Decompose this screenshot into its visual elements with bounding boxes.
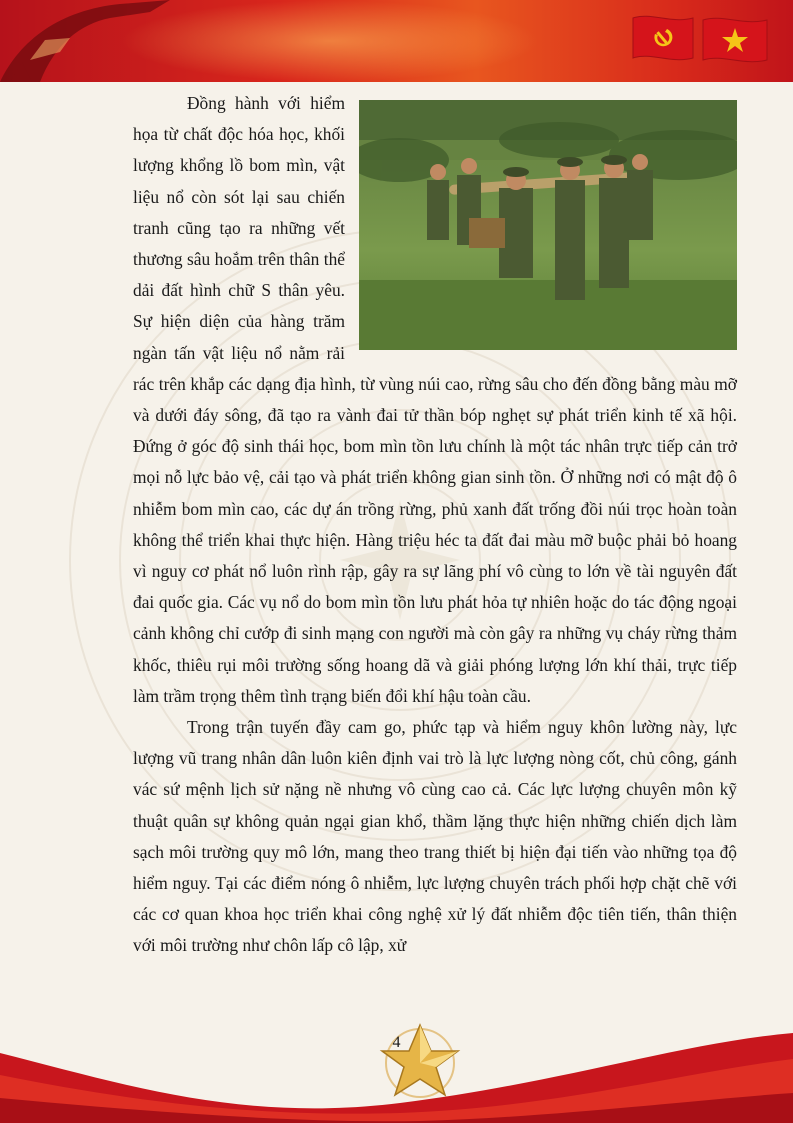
page-number: 4	[392, 1034, 401, 1051]
lac-bird-icon	[0, 0, 180, 82]
header-sheen	[120, 0, 540, 82]
paragraph-1: Đồng hành với hiểm họa từ chất độc hóa học, khối lượng khổng lồ bom mìn, vật liệu nổ còn sót lại sau chiến tranh cũng tạo ra những vết thương sâu hoắm trên thân thể dải đất hình chữ S thân yêu. Sự hiện diện của hàng trăm ngàn tấn vật liệu nổ nằm rải rác trên khắp các dạng địa hình, từ vùng núi cao, rừng sâu cho đến đồng bằng màu mỡ và dưới đáy sông, đã tạo ra vành đai tử thần bóp nghẹt sự phát triển kinh tế xã hội. Đứng ở góc độ sinh thái học, bom mìn tồn lưu chính là một tác nhân trực tiếp cản trở mọi nỗ lực bảo vệ, cải tạo và phát triển không gian sinh tồn. Ở những nơi có mật độ ô nhiễm bom mìn cao, các dự án trồng rừng, phủ xanh đất trống đồi núi trọc hoàn toàn không thể triển khai thực hiện. Hàng triệu héc ta đất đai màu mỡ buộc phải bỏ hoang vì nguy cơ phát nổ luôn rình rập, gây ra sự lãng phí vô cùng to lớn về tài nguyên đất đai quốc gia. Các vụ nổ do bom mìn tồn lưu phát hỏa tự nhiên hoặc do tác động ngoại cảnh không chỉ cướp đi sinh mạng con người mà còn gây ra những vụ cháy rừng thảm khốc, thiêu rụi môi trường sống hoang dã và giải phóng lượng lớn khí thải, trực tiếp làm trầm trọng thêm tình trạng biến đổi khí hậu toàn cầu.	[133, 93, 737, 706]
header-banner	[0, 0, 793, 82]
article-body	[133, 88, 737, 962]
footer-ribbon	[0, 1013, 793, 1123]
paragraph-2: Trong trận tuyến đầy cam go, phức tạp và hiểm nguy khôn lường này, lực lượng vũ trang nhân dân luôn kiên định vai trò là lực lượng nòng cốt, chủ công, gánh vác sứ mệnh lịch sử nặng nề nhưng vô cùng cao cả. Các lực lượng chuyên môn kỹ thuật quân sự không quản ngại gian khổ, thầm lặng thực hiện những chiến dịch làm sạch môi trường quy mô lớn, mang theo trang thiết bị hiện đại tiến vào những tọa độ hiểm nguy. Tại các điểm nóng ô nhiễm, lực lượng chuyên trách phối hợp chặt chẽ với các cơ quan khoa học triển khai công nghệ xử lý đất nhiễm độc tiên tiến, thân thiện với môi trường như chôn lấp cô lập, xử	[133, 717, 737, 956]
soldiers-carrying-bomb-photo	[359, 100, 737, 350]
flags-icon	[631, 12, 771, 68]
